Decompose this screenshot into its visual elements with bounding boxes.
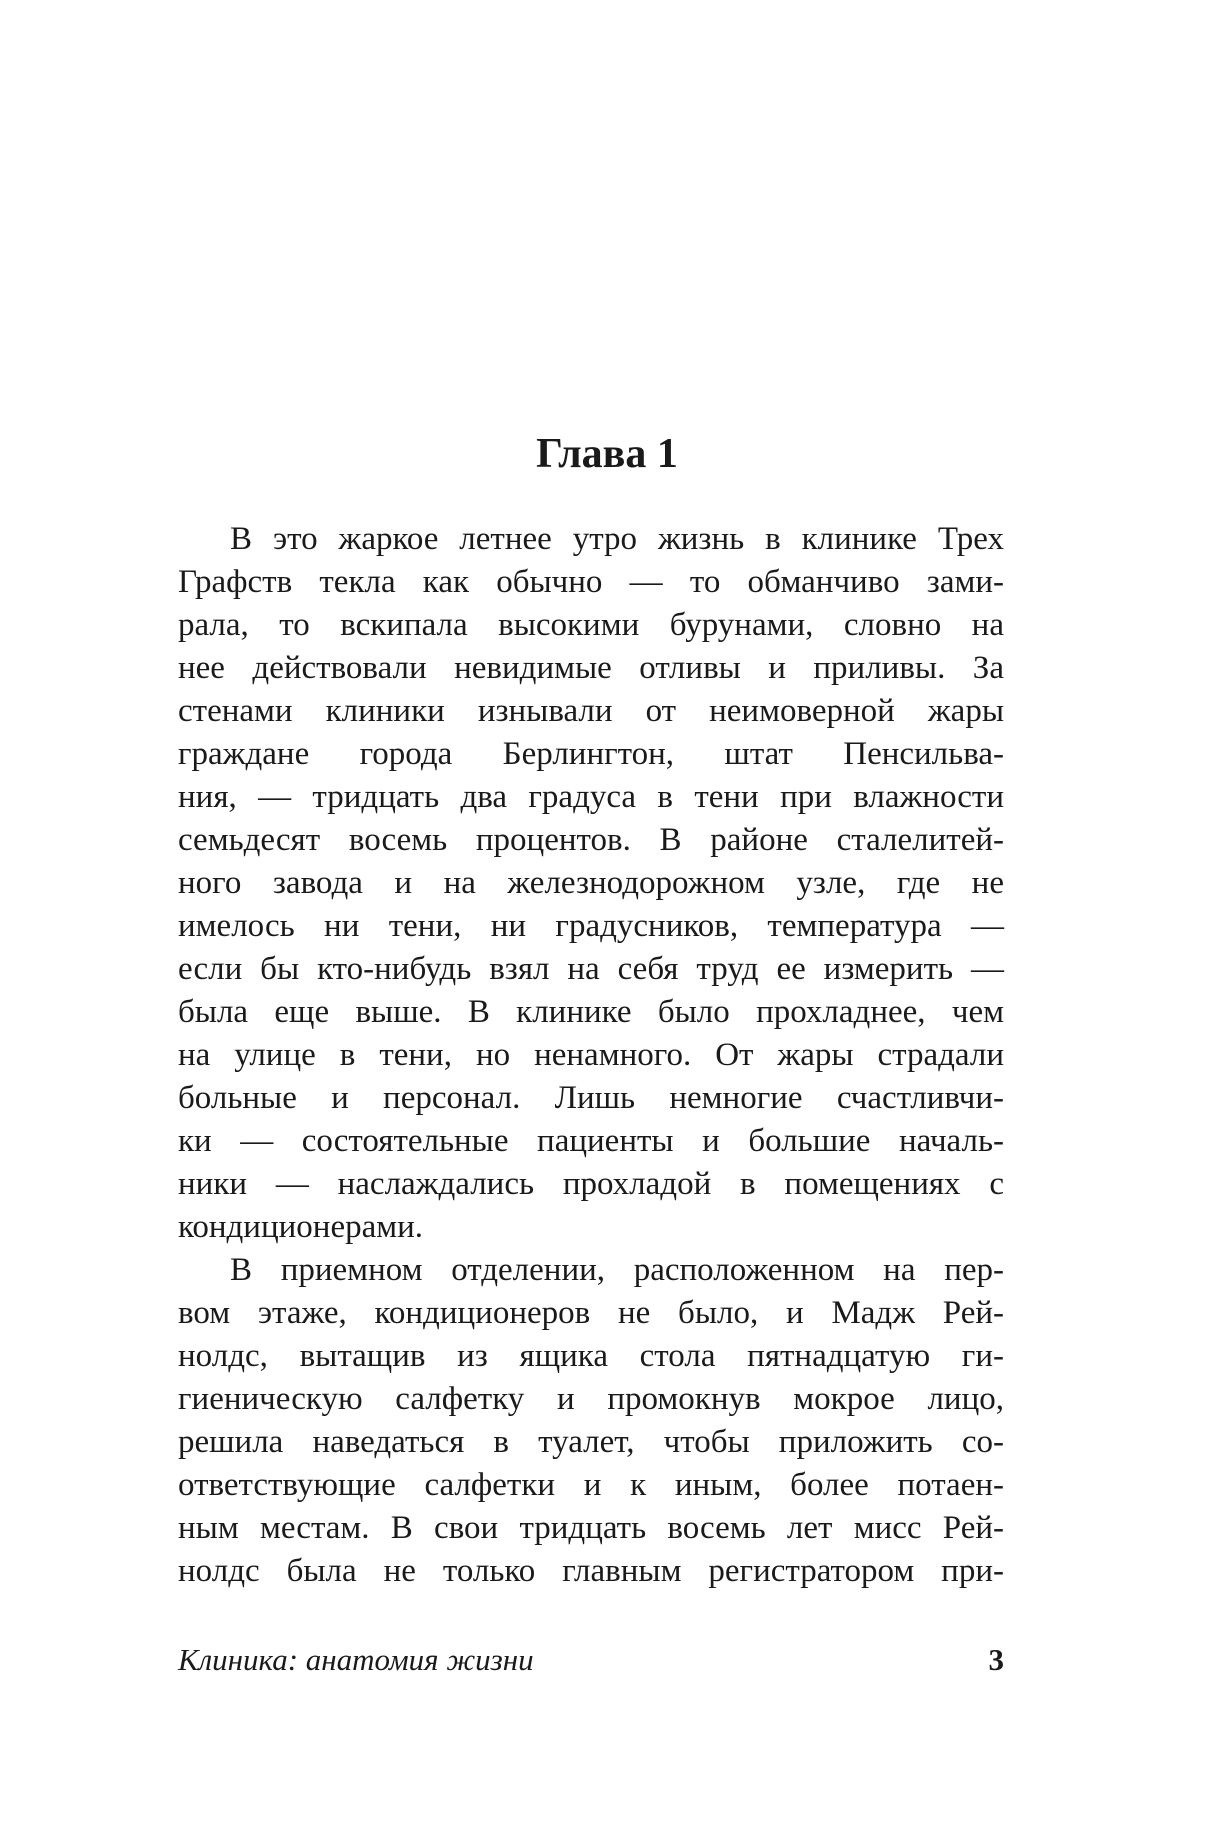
text-line: больные и персонал. Лишь немногие счастливчи- [178, 1080, 1004, 1116]
text-line: ники — наслаждались прохладой в помещениях с [178, 1166, 1004, 1202]
text-line: если бы кто-нибудь взял на себя труд ее измерить — [178, 951, 1004, 987]
text-line: имелось ни тени, ни градусников, температура — [178, 908, 1004, 944]
text-line: ния, — тридцать два градуса в тени при влажности [178, 779, 1004, 815]
body-text [178, 518, 1004, 1593]
text-line: вом этаже, кондиционеров не было, и Мадж Рей- [178, 1295, 1004, 1331]
text-line: В приемном отделении, расположенном на пер- [230, 1252, 1004, 1288]
text-line: ответствующие салфетки и к иным, более потаен- [178, 1467, 1004, 1503]
chapter-title: Глава 1 [536, 431, 678, 477]
text-line: нолдс была не только главным регистратором при- [178, 1553, 1004, 1589]
page-number: 3 [988, 1642, 1004, 1677]
text-line: Графств текла как обычно — то обманчиво зами- [178, 564, 1004, 600]
text-line: В это жаркое летнее утро жизнь в клинике Трех [230, 521, 1004, 557]
text-line: нее действовали невидимые отливы и приливы. За [178, 650, 1004, 686]
text-line: решила наведаться в туалет, чтобы приложить со- [178, 1424, 1004, 1460]
text-line: стенами клиники изнывали от неимоверной жары [178, 693, 1004, 729]
text-line: рала, то вскипала высокими бурунами, словно на [178, 607, 1004, 643]
text-line: на улице в тени, но ненамного. От жары страдали [178, 1037, 1004, 1073]
text-line: ного завода и на железнодорожном узле, где не [178, 865, 1004, 901]
text-line: ным местам. В свои тридцать восемь лет мисс Рей- [178, 1510, 1004, 1546]
text-line: граждане города Берлингтон, штат Пенсильва- [178, 736, 1004, 772]
text-line: ки — состоятельные пациенты и большие началь- [178, 1123, 1004, 1159]
running-footer-title: Клиника: анатомия жизни [178, 1642, 534, 1677]
text-line: нолдс, вытащив из ящика стола пятнадцатую ги- [178, 1338, 1004, 1374]
text-line: семьдесят восемь процентов. В районе сталелитей- [178, 822, 1004, 858]
text-line: была еще выше. В клинике было прохладнее, чем [178, 994, 1004, 1030]
text-line: кондиционерами. [178, 1209, 424, 1245]
text-line: гиеническую салфетку и промокнув мокрое лицо, [178, 1381, 1004, 1417]
